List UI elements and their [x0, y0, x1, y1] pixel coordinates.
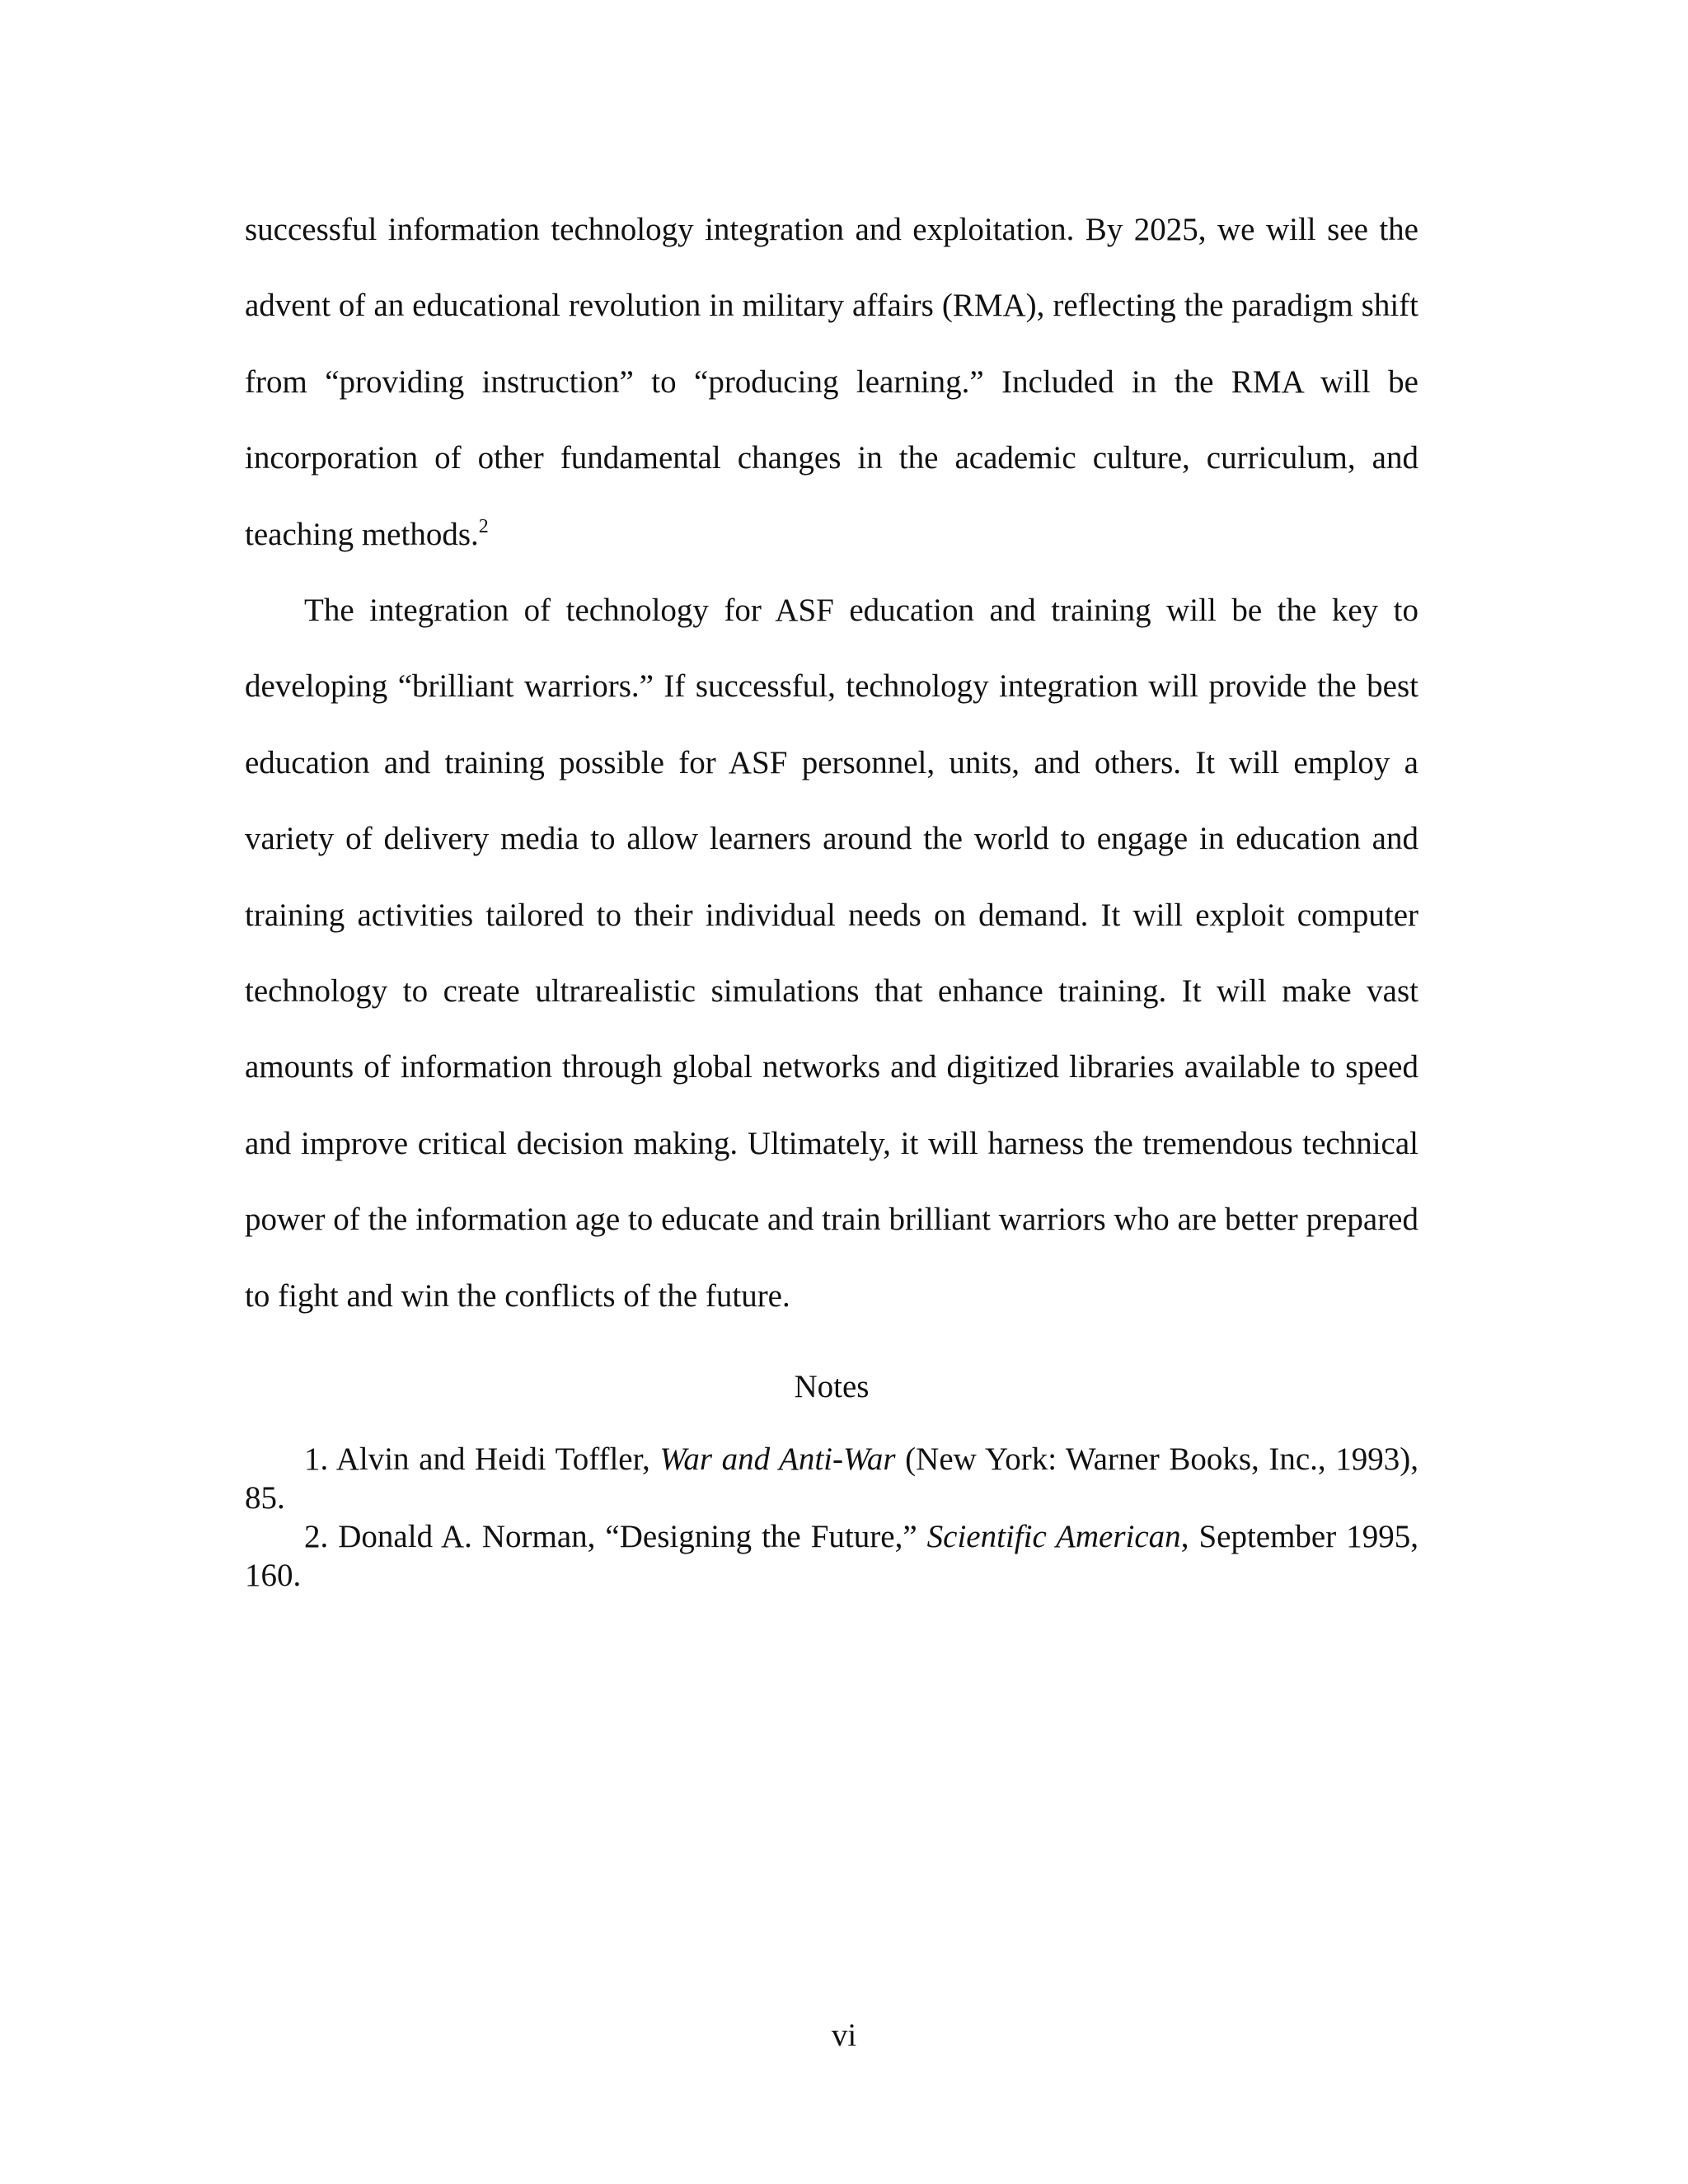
- note-1-title: War and Anti-War: [659, 1441, 896, 1477]
- paragraph-1-text: successful information technology integration and exploitation. By 2025, we will see the advent of an educational revolution in military affairs (RMA), reflecting the paradigm shift from “providing instruction” to “producing learning.” Included in the RMA will be incorporation of other fundamental changes in the academic culture, curriculum, and teaching methods.: [245, 212, 1418, 552]
- note-2-number: 2.: [304, 1519, 329, 1554]
- note-1-number: 1.: [304, 1441, 329, 1477]
- note-2-title: Scientific American: [926, 1519, 1181, 1554]
- note-2: [245, 1517, 1418, 1595]
- paragraph-1: [245, 192, 1418, 573]
- note-2-text-after: , September 1995, 160.: [245, 1519, 1418, 1593]
- note-1-text-after: (New York: Warner Books, Inc., 1993), 85.: [245, 1441, 1418, 1516]
- note-2-text-before: Donald A. Norman, “Designing the Future,”: [338, 1519, 917, 1554]
- body-text: [245, 192, 1418, 1334]
- note-1: [245, 1440, 1418, 1517]
- note-1-text-before: Alvin and Heidi Toffler,: [335, 1441, 650, 1477]
- page-number: vi: [831, 2018, 857, 2053]
- notes-list: [245, 1440, 1418, 1595]
- notes-heading: Notes: [794, 1369, 870, 1404]
- paragraph-2: The integration of technology for ASF education and training will be the key to developing “brilliant warriors.” If successful, technology integration will provide the best education and training possible for ASF personnel, units, and others. It will employ a variety of delivery media to allow learners around the world to engage in education and training activities tailored to their individual needs on demand. It will exploit computer technology to create ultrarealistic simulations that enhance training. It will make vast amounts of information through global networks and digitized libraries available to speed and improve critical decision making. Ultimately, it will harness the tremendous technical power of the information age to educate and train brilliant warriors who are better prepared to fight and win the conflicts of the future.: [245, 593, 1418, 1314]
- footnote-reference-2: 2: [478, 515, 489, 537]
